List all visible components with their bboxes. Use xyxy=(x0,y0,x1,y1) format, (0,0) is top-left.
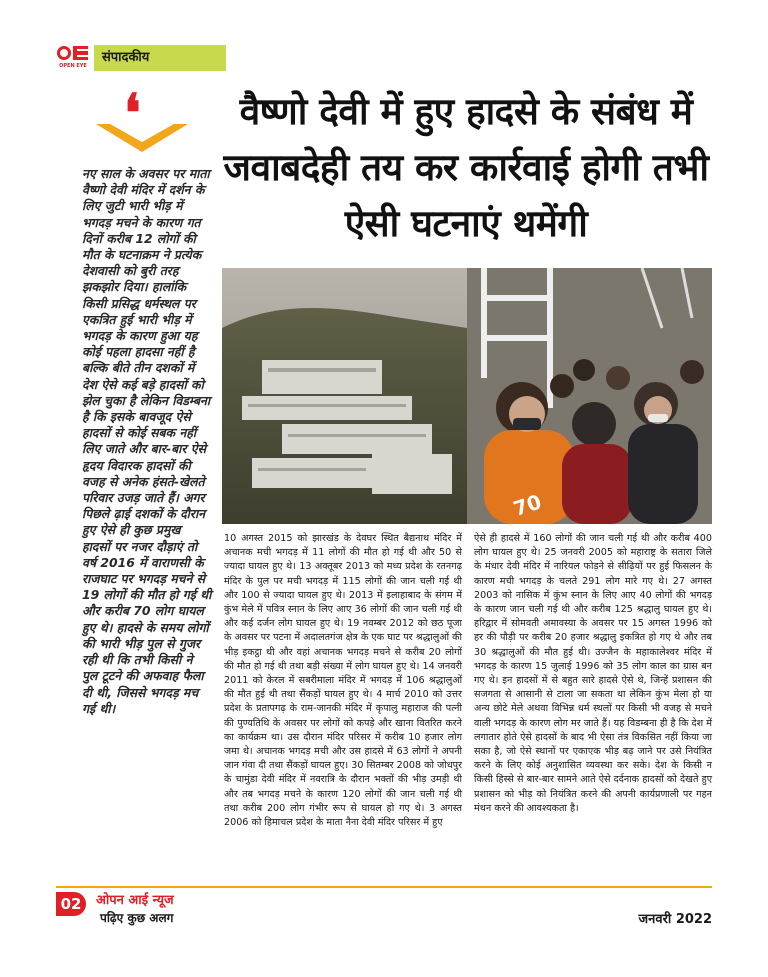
logo-text: OPEN EYE xyxy=(59,63,87,69)
headline: वैष्णो देवी में हुए हादसे के संबंध में जवाबदेही तय कर कार्रवाई होगी तभी ऐसी घटनाएं थमेंगी xyxy=(223,90,709,245)
page-number: 02 xyxy=(56,892,86,916)
footer-divider xyxy=(56,886,712,888)
body-column-1: 10 अगस्त 2015 को झारखंड के देवघर स्थित बैद्यनाथ मंदिर में अचानक मची भगदड़ में 11 लोगों की मौत हो गई थी और 50 से ज्यादा घायल हुए थे। 13 अक्तूबर 2013 को मध्य प्रदेश के रतनगढ़ मंदिर के पुल पर मची भगदड़ में 115 लोगों की जान चली गई थी और 100 से ज्यादा घायल हुए थे। 2013 में इलाहाबाद के संगम में कुंभ मेले में पवित्र स्नान के लिए आए 36 लोगों की जान चली गई थी और कई दर्जन लोग घायल हुए थे। 19 नवम्बर 2012 को छठ पूजा के अवसर पर पटना में अदालतगंज क्षेत्र के एक घाट पर श्रद्धालुओं की भीड़ इकट्ठा थी और वहां अचानक भगदड़ मचने से करीब 20 लोगों की मौत हो गई थी तथा बड़ी संख्या में लोग घायल हुए थे। 14 जनवरी 2011 को केरल में सबरीमाला मंदिर में भगदड़ में 106 श्रद्धालुओं की मौत हुई थी तथा सैंकड़ों घायल हुए थे। 4 मार्च 2010 को उत्तर प्रदेश के प्रतापगढ़ के राम-जानकी मंदिर में कृपालु महाराज की पत्नी की पुण्यतिथि के अवसर पर लोगों को कपड़े और खाना वितरित करने का कार्यक्रम था। उस दौरान मंदिर परिसर में करीब 10 हजार लोग जमा थे। अचानक भगदड़ मची और उस हादसे में 63 लोगों ने अपनी जान गंवा दी तथा सैंकड़ों घायल हुए। 30 सितम्बर 2008 को जोधपुर के चामुंडा देवी मंदिर में नवरात्रि के दौरान भक्तों की भीड़ उमड़ी थी और तब भगदड़ मचने के कारण 120 लोगों की जान चली गई थी तथा करीब 200 लोग गंभीर रूप से घायल हो गए थे। 3 अगस्त 2006 को हिमाचल प्रदेश के माता नैना देवी मंदिर परिसर में हुए xyxy=(224,533,462,829)
brand-name: ओपन आई न्यूज xyxy=(96,893,174,908)
pull-quote: नए साल के अवसर पर माता वैष्णो देवी मंदिर में दर्शन के लिए जुटी भारी भीड़ में भगदड़ मचने के कारण गत दिनों करीब 12 लोगों की मौत के घटनाक्रम ने प्रत्येक देशवासी को बुरी तरह झकझोर दिया। हालांकि किसी प्रसिद्ध धर्मस्थल पर एकत्रित हुई भारी भीड़ में भगदड़ के कारण हुआ यह कोई पहला हादसा नहीं है बल्कि बीते तीन दशकों में देश ऐसे कई बड़े हादसों को झेल चुका है लेकिन विडम्बना है कि इसके बावजूद ऐसे हादसों से कोई सबक नहीं लिए जाते और बार-बार ऐसे हृदय विदारक हादसों की वजह से अनेक हंसते-खेलते परिवार उजड़ जाते हैं। अगर पिछले ढ़ाई दशकों के दौरान हुए ऐसे ही कुछ प्रमुख हादसों पर नजर दौड़ाएं तो वर्ष 2016 में वाराणसी के राजघाट पर भगदड़ मचने से 19 लोगों की मौत हो गई थी और करीब 70 लोग घायल हुए थे। हादसे के समय लोगों की भारी भीड़ पुल से गुजर रही थी कि तभी किसी ने पुल टूटने की अफवाह फैला दी थी, जिससे भगदड़ मच गई थी। xyxy=(82,166,212,716)
issue-date: जनवरी 2022 xyxy=(638,912,712,927)
brand-tagline: पढ़िए कुछ अलग xyxy=(100,911,174,925)
page-header xyxy=(56,44,226,72)
news-photo xyxy=(222,268,712,524)
open-eye-logo xyxy=(56,44,90,72)
section-label: संपादकीय xyxy=(94,45,226,71)
quote-mark-icon: ❛ xyxy=(124,83,141,144)
photo-number: 70 xyxy=(510,489,545,521)
body-column-2: ऐसे ही हादसे में 160 लोगों की जान चली गई थी और करीब 400 लोग घायल हुए थे। 25 जनवरी 2005 को महाराष्ट्र के सतारा जिले के मंधार देवी मंदिर में नारियल फोड़ने से सीढ़ियों पर हुई फिसलन के कारण मची भगदड़ के चलते 291 लोग मारे गए थे। 27 अगस्त 2003 को नासिक में कुंभ स्नान के लिए आए 40 लोगों की भगदड़ के कारण जान चली गई थी और करीब 125 श्रद्धालु घायल हुए थे। हरिद्वार में सोमवती अमावस्या के अवसर पर 15 अगस्त 1996 को हर की पौड़ी पर करीब 20 हजार श्रद्धालु इकत्रित हो गए थे और तब 30 श्रद्धालुओं की मौत हुई थी। उज्जैन के महाकालेश्वर मंदिर में भगदड़ के कारण 15 जुलाई 1996 को 35 लोग काल का ग्रास बन गए थे। इन हादसों में से बहुत सारे हादसे ऐसे थे, जिन्हें प्रशासन की सजगता से आसानी से टाला जा सकता था लेकिन कुंभ मेला हो या अन्य छोटे मेले अथवा विभिन्न धर्म स्थलों पर किसी भी वजह से मचने वाली भगदड़ के कारण लोग मर जाते हैं। यह विडम्बना ही है कि देश में लगातार होते ऐसे हादसों के बाद भी ऐसा तंत्र विकसित नहीं किया जा सका है, जो ऐसे स्थानों पर एकाएक भीड़ बढ़ जाने पर उसे नियंत्रित करने के लिए कोई अनुशासित व्यवस्था कर सके। देश के किसी न किसी हिस्से से बार-बार सामने आते ऐसे दर्दनाक हादसों को देखते हुए प्रशासन को भीड़ को नियंत्रित करने की अपनी कार्यप्रणाली पर गहन मंथन करने की आवश्यकता है। xyxy=(474,533,712,814)
